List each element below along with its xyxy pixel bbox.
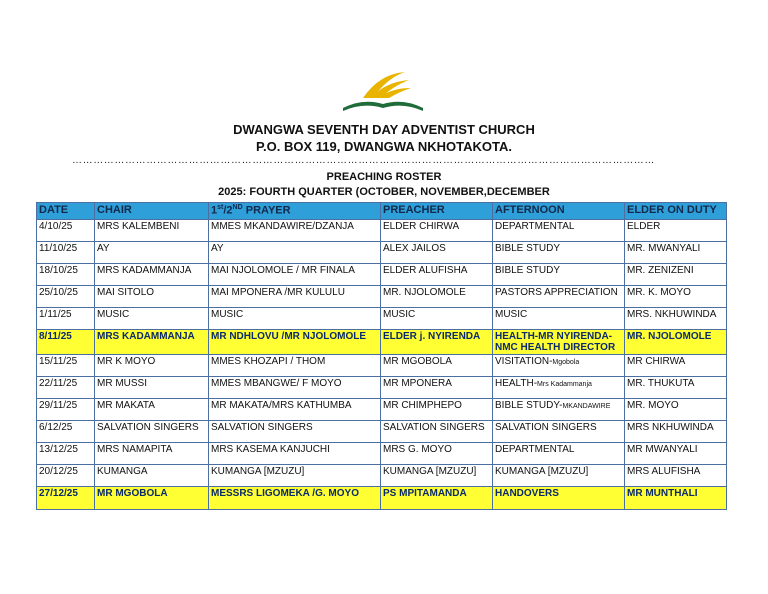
column-header-date: DATE xyxy=(37,203,95,220)
prayer-text: MR MAKATA/MRS KATHUMBA xyxy=(211,400,352,411)
afternoon-text: HANDOVERS xyxy=(495,488,559,499)
column-header-elder: ELDER ON DUTY xyxy=(625,203,727,220)
table-row xyxy=(37,399,727,421)
cell-afternoon xyxy=(493,443,625,465)
table-row xyxy=(37,286,727,308)
cell-prayer xyxy=(209,465,381,487)
prayer-text: MUSIC xyxy=(211,309,244,320)
elder-text: MR. MOYO xyxy=(627,400,679,411)
chair-text: MAI SITOLO xyxy=(97,287,155,298)
chair-text: MUSIC xyxy=(97,309,130,320)
chair-text: MR MUSSI xyxy=(97,378,147,389)
date-text: 11/10/25 xyxy=(39,243,78,254)
prayer-text: MR NDHLOVU /MR NJOLOMOLE xyxy=(211,331,366,342)
prayer-text: MAI NJOLOMOLE / MR FINALA xyxy=(211,265,355,276)
column-header-preacher: PREACHER xyxy=(381,203,493,220)
prayer-text: MRS KASEMA KANJUCHI xyxy=(211,444,330,455)
prayer-text: MMES MBANGWE/ F MOYO xyxy=(211,378,342,389)
cell-preacher xyxy=(381,443,493,465)
table-row xyxy=(37,443,727,465)
afternoon-text: BIBLE STUDY- xyxy=(495,400,563,411)
afternoon-text: HEALTH-MR NYIRENDA-NMC HEALTH DIRECTOR xyxy=(495,331,616,353)
table-row xyxy=(37,220,727,242)
quarter-title: 2025: FOURTH QUARTER (OCTOBER, NOVEMBER,DECEMBER xyxy=(218,186,550,198)
cell-afternoon xyxy=(493,264,625,286)
cell-prayer xyxy=(209,421,381,443)
chair-text: KUMANGA xyxy=(97,466,148,477)
afternoon-note-text: Mrs Kadammanja xyxy=(537,381,592,388)
cell-chair xyxy=(95,286,209,308)
elder-text: MR. ZENIZENI xyxy=(627,265,694,276)
cell-elder xyxy=(625,443,727,465)
elder-text: MR MWANYALI xyxy=(627,444,698,455)
cell-prayer xyxy=(209,264,381,286)
afternoon-text: MUSIC xyxy=(495,309,528,320)
afternoon-text: BIBLE STUDY xyxy=(495,243,561,254)
cell-chair xyxy=(95,220,209,242)
cell-preacher xyxy=(381,308,493,330)
cell-preacher xyxy=(381,355,493,377)
cell-date xyxy=(37,421,95,443)
elder-text: MRS ALUFISHA xyxy=(627,466,701,477)
roster-title: PREACHING ROSTER xyxy=(326,171,442,183)
cell-chair xyxy=(95,421,209,443)
column-header-prayer: 1st/2ND PRAYER xyxy=(209,203,381,220)
cell-preacher xyxy=(381,465,493,487)
preacher-text: MR. NJOLOMOLE xyxy=(383,287,466,298)
prayer-text: KUMANGA [MZUZU] xyxy=(211,466,305,477)
cell-afternoon xyxy=(493,487,625,510)
cell-preacher xyxy=(381,399,493,421)
cell-date xyxy=(37,377,95,399)
preacher-text: MR MPONERA xyxy=(383,378,452,389)
table-row xyxy=(37,377,727,399)
cell-elder xyxy=(625,465,727,487)
cell-date xyxy=(37,355,95,377)
preacher-text: PS MPITAMANDA xyxy=(383,488,467,499)
cell-elder xyxy=(625,242,727,264)
cell-elder xyxy=(625,220,727,242)
cell-elder xyxy=(625,308,727,330)
chair-text: MR K MOYO xyxy=(97,356,156,367)
preacher-text: ELDER ALUFISHA xyxy=(383,265,468,276)
preacher-text: MUSIC xyxy=(383,309,416,320)
chair-text: MRS KALEMBENI xyxy=(97,221,180,232)
afternoon-note-text: MKANDAWIRE xyxy=(562,403,611,410)
preacher-text: ELDER CHIRWA xyxy=(383,221,460,232)
cell-afternoon xyxy=(493,308,625,330)
elder-text: MRS. NKHUWINDA xyxy=(627,309,717,320)
cell-elder xyxy=(625,421,727,443)
date-text: 1/11/25 xyxy=(39,309,72,320)
prayer-text: AY xyxy=(211,243,224,254)
church-logo-icon xyxy=(339,64,427,112)
preacher-text: ELDER j. NYIRENDA xyxy=(383,331,481,342)
cell-elder xyxy=(625,355,727,377)
cell-prayer xyxy=(209,286,381,308)
cell-date xyxy=(37,465,95,487)
cell-preacher xyxy=(381,264,493,286)
date-text: 20/12/25 xyxy=(39,466,78,477)
afternoon-text: PASTORS APPRECIATION xyxy=(495,287,618,298)
prayer-text: MESSRS LIGOMEKA /G. MOYO xyxy=(211,488,359,499)
cell-elder xyxy=(625,264,727,286)
cell-chair xyxy=(95,330,209,355)
elder-text: MR. NJOLOMOLE xyxy=(627,331,712,342)
cell-chair xyxy=(95,465,209,487)
date-text: 29/11/25 xyxy=(39,400,78,411)
chair-text: SALVATION SINGERS xyxy=(97,422,199,433)
chair-text: MRS NAMAPITA xyxy=(97,444,173,455)
elder-text: MR. THUKUTA xyxy=(627,378,695,389)
date-text: 4/10/25 xyxy=(39,221,73,232)
afternoon-note-text: Mgobola xyxy=(552,359,580,366)
cell-chair xyxy=(95,443,209,465)
preacher-text: MR CHIMPHEPO xyxy=(383,400,462,411)
cell-preacher xyxy=(381,220,493,242)
cell-date xyxy=(37,330,95,355)
cell-prayer xyxy=(209,399,381,421)
afternoon-text: DEPARTMENTAL xyxy=(495,221,575,232)
table-row xyxy=(37,487,727,510)
table-row xyxy=(37,264,727,286)
cell-preacher xyxy=(381,377,493,399)
date-text: 27/12/25 xyxy=(39,488,78,499)
afternoon-text: KUMANGA [MZUZU] xyxy=(495,466,589,477)
preacher-text: ALEX JAILOS xyxy=(383,243,446,254)
date-text: 25/10/25 xyxy=(39,287,78,298)
cell-chair xyxy=(95,308,209,330)
cell-date xyxy=(37,286,95,308)
church-name: DWANGWA SEVENTH DAY ADVENTIST CHURCH xyxy=(233,122,535,137)
date-text: 18/10/25 xyxy=(39,265,78,276)
table-row xyxy=(37,308,727,330)
cell-afternoon xyxy=(493,465,625,487)
date-text: 8/11/25 xyxy=(39,331,72,342)
cell-prayer xyxy=(209,330,381,355)
cell-chair xyxy=(95,399,209,421)
chair-text: AY xyxy=(97,243,110,254)
cell-elder xyxy=(625,399,727,421)
elder-text: ELDER xyxy=(627,221,661,232)
chair-text: MRS KADAMMANJA xyxy=(97,265,192,276)
chair-text: MR MGOBOLA xyxy=(97,488,168,499)
cell-elder xyxy=(625,330,727,355)
afternoon-text: VISITATION- xyxy=(495,356,553,367)
cell-preacher xyxy=(381,286,493,308)
cell-afternoon xyxy=(493,399,625,421)
afternoon-text: SALVATION SINGERS xyxy=(495,422,597,433)
preacher-text: MR MGOBOLA xyxy=(383,356,452,367)
preacher-text: KUMANGA [MZUZU] xyxy=(383,466,477,477)
cell-prayer xyxy=(209,242,381,264)
cell-chair xyxy=(95,355,209,377)
date-text: 6/12/25 xyxy=(39,422,73,433)
date-text: 13/12/25 xyxy=(39,444,78,455)
cell-prayer xyxy=(209,487,381,510)
cell-afternoon xyxy=(493,377,625,399)
date-text: 22/11/25 xyxy=(39,378,78,389)
cell-chair xyxy=(95,242,209,264)
cell-prayer xyxy=(209,220,381,242)
cell-afternoon xyxy=(493,286,625,308)
prayer-text: MMES MKANDAWIRE/DZANJA xyxy=(211,221,354,232)
prayer-text: MAI MPONERA /MR KULULU xyxy=(211,287,345,298)
cell-preacher xyxy=(381,242,493,264)
preacher-text: MRS G. MOYO xyxy=(383,444,452,455)
table-row xyxy=(37,330,727,355)
table-row xyxy=(37,465,727,487)
cell-prayer xyxy=(209,308,381,330)
preacher-text: SALVATION SINGERS xyxy=(383,422,485,433)
cell-date xyxy=(37,242,95,264)
prayer-text: MMES KHOZAPI / THOM xyxy=(211,356,326,367)
cell-preacher xyxy=(381,487,493,510)
cell-afternoon xyxy=(493,242,625,264)
cell-chair xyxy=(95,487,209,510)
elder-text: MR MUNTHALI xyxy=(627,488,698,499)
elder-text: MR. MWANYALI xyxy=(627,243,701,254)
separator-line: ………………………………………………………………………………………………………………………………………………… xyxy=(72,156,655,166)
chair-text: MRS KADAMMANJA xyxy=(97,331,195,342)
cell-date xyxy=(37,443,95,465)
elder-text: MRS NKHUWINDA xyxy=(627,422,714,433)
cell-prayer xyxy=(209,355,381,377)
table-header-row xyxy=(37,203,727,220)
cell-afternoon xyxy=(493,355,625,377)
column-header-chair: CHAIR xyxy=(95,203,209,220)
cell-date xyxy=(37,308,95,330)
cell-date xyxy=(37,399,95,421)
chair-text: MR MAKATA xyxy=(97,400,155,411)
cell-preacher xyxy=(381,330,493,355)
table-row xyxy=(37,355,727,377)
table-row xyxy=(37,421,727,443)
church-address: P.O. BOX 119, DWANGWA NKHOTAKOTA. xyxy=(256,139,512,154)
cell-afternoon xyxy=(493,421,625,443)
afternoon-text: DEPARTMENTAL xyxy=(495,444,575,455)
table-row xyxy=(37,242,727,264)
cell-elder xyxy=(625,487,727,510)
afternoon-text: HEALTH- xyxy=(495,378,538,389)
elder-text: MR. K. MOYO xyxy=(627,287,691,298)
afternoon-text: BIBLE STUDY xyxy=(495,265,561,276)
cell-afternoon xyxy=(493,330,625,355)
cell-date xyxy=(37,487,95,510)
cell-prayer xyxy=(209,377,381,399)
cell-afternoon xyxy=(493,220,625,242)
cell-preacher xyxy=(381,421,493,443)
column-header-afternoon: AFTERNOON xyxy=(493,203,625,220)
cell-prayer xyxy=(209,443,381,465)
preaching-roster-table xyxy=(36,202,727,510)
cell-chair xyxy=(95,377,209,399)
cell-date xyxy=(37,264,95,286)
prayer-text: SALVATION SINGERS xyxy=(211,422,313,433)
cell-elder xyxy=(625,377,727,399)
elder-text: MR CHIRWA xyxy=(627,356,686,367)
cell-date xyxy=(37,220,95,242)
date-text: 15/11/25 xyxy=(39,356,78,367)
cell-elder xyxy=(625,286,727,308)
cell-chair xyxy=(95,264,209,286)
